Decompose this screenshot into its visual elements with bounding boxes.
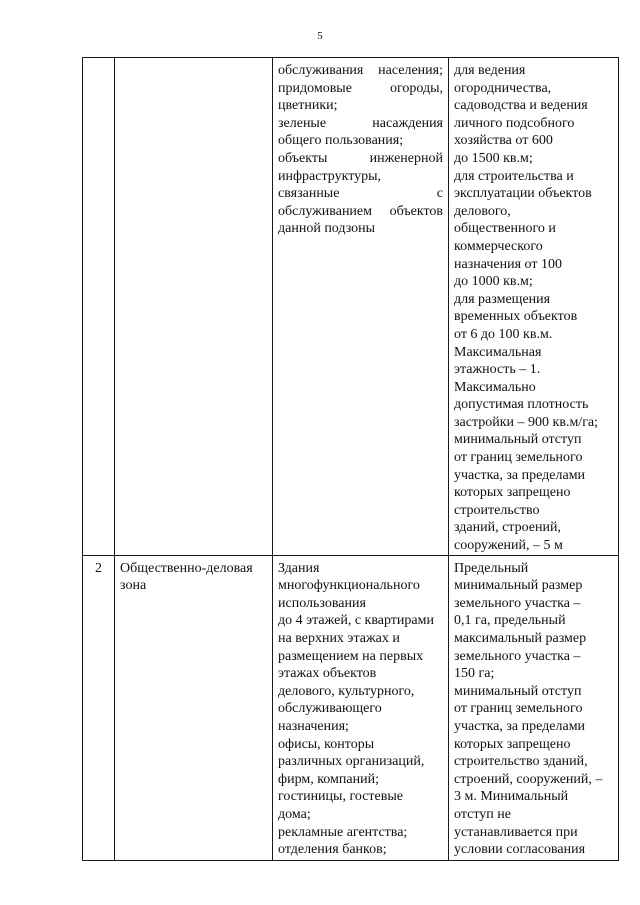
zone-name-cell: Общественно-деловая зона (115, 555, 273, 860)
permitted-use-line: общего пользования; (278, 133, 404, 149)
zone-name-cell (115, 58, 273, 556)
permitted-use-line: придомовые огороды, (278, 80, 443, 96)
parameters-cell: Предельный минимальный размер земельного участка – 0,1 га, предельный максимальный размер земельного участка – 150 га; минимальный отступ от границ земельного участка, за пределами которых запрещено строительство зданий, строений, сооружений, – 3 м. Минимальный отступ не устанавливается при условии согласования (449, 555, 619, 860)
permitted-use-line: обслуживанием объектов (278, 203, 443, 219)
permitted-use-line: зеленые насаждения (278, 115, 443, 131)
permitted-uses-cell (273, 58, 449, 556)
permitted-use-line: связанные с (278, 186, 443, 202)
permitted-use-line: объекты инженерной (278, 150, 443, 166)
row-number-cell (83, 58, 115, 556)
zoning-regulations-table (82, 57, 619, 861)
permitted-use-line: цветники; (278, 98, 338, 114)
page-number: 5 (317, 30, 323, 42)
permitted-uses-cell: Здания многофункционального использования до 4 этажей, с квартирами на верхних этажах и размещением на первых этажах объектов делового, культурного, обслуживающего назначения; офисы, конторы различных организаций, фирм, компаний; гостиницы, гостевые дома; рекламные агентства; отделения банков; (273, 555, 449, 860)
row-number-cell: 2 (83, 555, 115, 860)
table-row (83, 58, 619, 556)
permitted-use-line: инфраструктуры, (278, 168, 382, 184)
permitted-use-line: данной подзоны (278, 221, 376, 237)
table-row (83, 555, 619, 860)
permitted-use-line: обслуживания населения; (278, 63, 443, 78)
parameters-cell: для ведения огородничества, садоводства и ведения личного подсобного хозяйства от 600 до 1500 кв.м; для строительства и эксплуатации объектов делового, общественного и коммерческого назначения от 100 до 1000 кв.м; для размещения временных объектов от 6 до 100 кв.м. Максимальная этажность – 1. Максимально допустимая плотность застройки – 900 кв.м/га; минимальный отступ от границ земельного участка, за пределами которых запрещено строительство зданий, строений, сооружений, – 5 м (449, 58, 619, 556)
